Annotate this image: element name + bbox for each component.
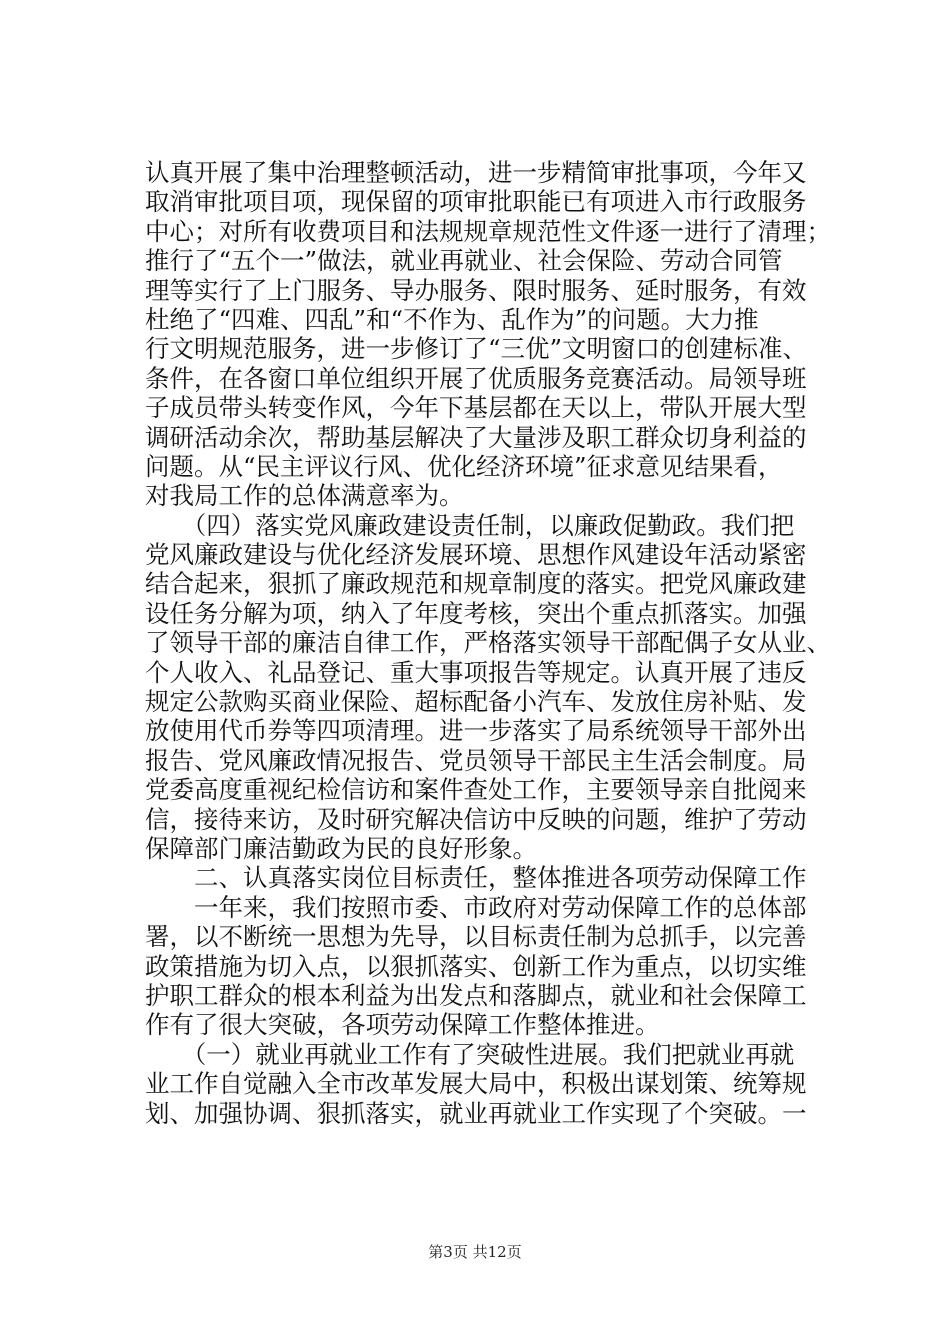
text-line: 个人收入、礼品登记、重大事项报告等规定。认真开展了违反	[145, 657, 807, 687]
text-line: 对我局工作的总体满意率为。	[145, 481, 464, 511]
text-line: （四）落实党风廉政建设责任制，以廉政促勤政。我们把	[145, 510, 795, 540]
text-line: 子成员带头转变作风，今年下基层都在天以上，带队开展大型	[145, 393, 807, 423]
text-line: 作有了很大突破，各项劳动保障工作整体推进。	[145, 1010, 660, 1040]
page-number: 第3页 共12页	[428, 1243, 522, 1261]
text-line: 条件，在各窗口单位组织开展了优质服务竞赛活动。局领导班	[145, 363, 807, 393]
text-line: 二、认真落实岗位目标责任，整体推进各项劳动保障工作	[145, 863, 807, 893]
text-line: 业工作自觉融入全市改革发展大局中，积极出谋划策、统筹规	[145, 1069, 807, 1099]
text-line: 理等实行了上门服务、导办服务、限时服务、延时服务，有效	[145, 275, 807, 305]
text-line: 护职工群众的根本利益为出发点和落脚点，就业和社会保障工	[145, 980, 807, 1010]
text-line: 署，以不断统一思想为先导，以目标责任制为总抓手，以完善	[145, 922, 807, 952]
text-line: 了领导干部的廉洁自律工作，严格落实领导干部配偶子女从业、	[145, 628, 831, 658]
text-line: 信，接待来访，及时研究解决信访中反映的问题，维护了劳动	[145, 804, 807, 834]
text-line: 放使用代币券等四项清理。进一步落实了局系统领导干部外出	[145, 716, 807, 746]
text-line: 问题。从“民主评议行风、优化经济环境”征求意见结果看，	[145, 451, 783, 481]
text-line: （一）就业再就业工作有了突破性进展。我们把就业再就	[145, 1039, 795, 1069]
text-line: 杜绝了“四难、四乱”和“不作为、乱作为”的问题。大力推	[145, 304, 759, 334]
text-line: 党委高度重视纪检信访和案件查处工作，主要领导亲自批阅来	[145, 775, 807, 805]
text-line: 认真开展了集中治理整顿活动，进一步精简审批事项，今年又	[145, 158, 807, 187]
text-line: 保障部门廉洁勤政为民的良好形象。	[145, 833, 537, 863]
text-line: 报告、党风廉政情况报告、党员领导干部民主生活会制度。局	[145, 745, 807, 775]
text-line: 党风廉政建设与优化经济发展环境、思想作风建设年活动紧密	[145, 540, 807, 570]
text-line: 调研活动余次，帮助基层解决了大量涉及职工群众切身利益的	[145, 422, 807, 452]
text-line: 划、加强协调、狠抓落实，就业再就业工作实现了个突破。一	[145, 1098, 807, 1128]
text-line: 一年来，我们按照市委、市政府对劳动保障工作的总体部	[145, 892, 807, 922]
text-line: 设任务分解为项，纳入了年度考核，突出个重点抓落实。加强	[145, 598, 807, 628]
text-line: 中心；对所有收费项目和法规规章规范性文件逐一进行了清理；	[145, 216, 831, 246]
text-line: 行文明规范服务，进一步修订了“三优”文明窗口的创建标准、	[145, 334, 808, 364]
document-body	[145, 158, 831, 1128]
text-line: 结合起来，狠抓了廉政规范和规章制度的落实。把党风廉政建	[145, 569, 807, 599]
text-line: 政策措施为切入点，以狠抓落实、创新工作为重点，以切实维	[145, 951, 807, 981]
text-line: 取消审批项目项，现保留的项审批职能已有项进入市行政服务	[145, 187, 807, 217]
text-line: 推行了“五个一”做法，就业再就业、社会保险、劳动合同管	[145, 246, 783, 276]
text-line: 规定公款购买商业保险、超标配备小汽车、发放住房补贴、发	[145, 687, 807, 717]
